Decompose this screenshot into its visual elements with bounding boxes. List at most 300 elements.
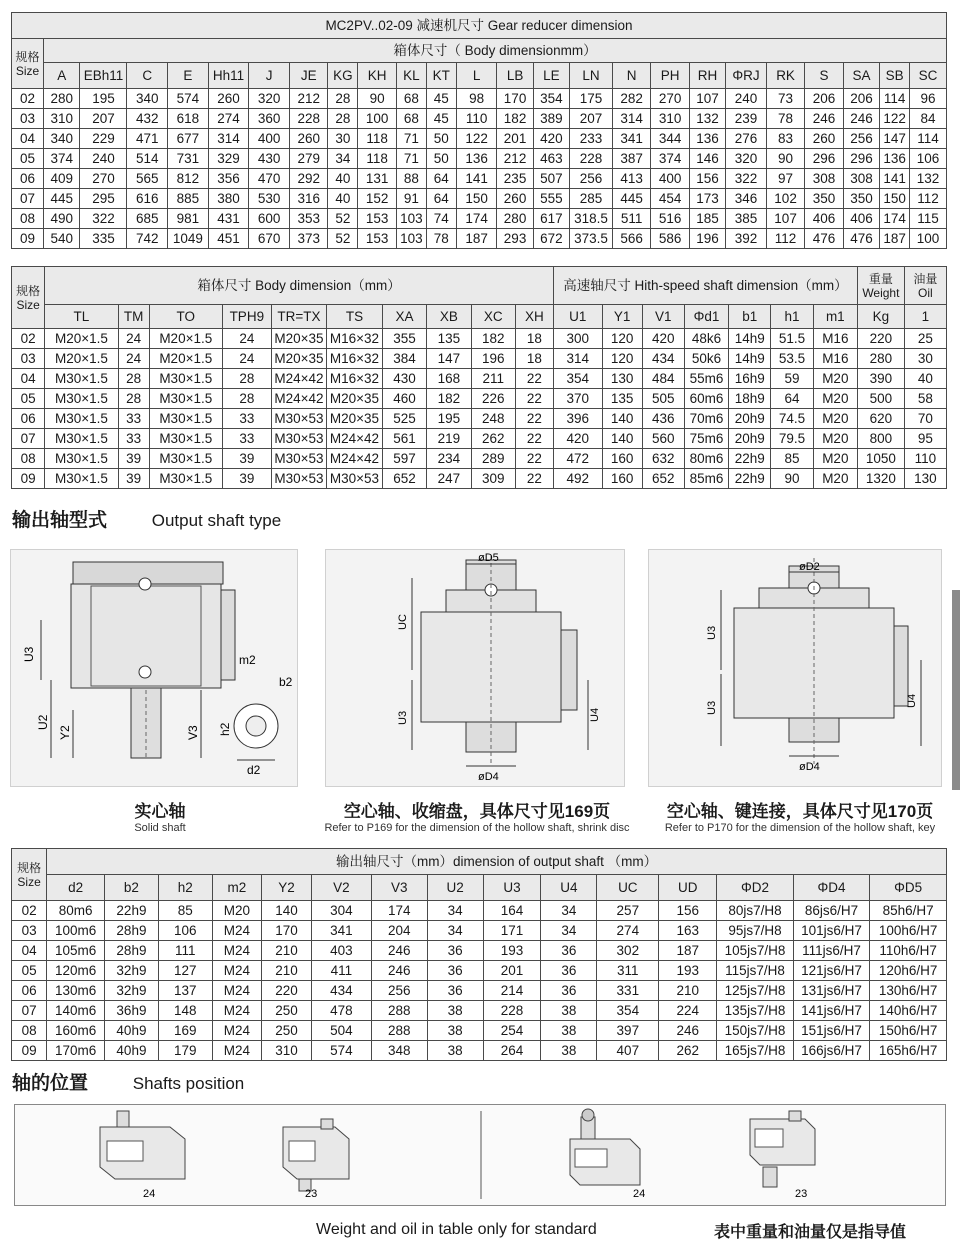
table-cell: 150 bbox=[880, 189, 910, 209]
table-cell: 1049 bbox=[168, 229, 209, 249]
column-header: Y1 bbox=[602, 305, 642, 329]
table-row bbox=[12, 169, 947, 189]
table-cell: 256 bbox=[371, 981, 427, 1001]
weight-label-cn: 重量 bbox=[868, 271, 893, 286]
table-cell: 22h9 bbox=[105, 901, 159, 921]
table-cell: 597 bbox=[382, 449, 426, 469]
output-shaft-title-en: Output shaft type bbox=[151, 511, 282, 530]
table-cell: 68 bbox=[396, 89, 426, 109]
table-cell: 120h6/H7 bbox=[870, 961, 947, 981]
table-cell: 308 bbox=[843, 169, 879, 189]
table-cell: 115js7/H8 bbox=[717, 961, 794, 981]
column-header: d2 bbox=[47, 875, 105, 901]
table-cell: 38 bbox=[427, 1041, 483, 1061]
table-cell: 74.5 bbox=[771, 409, 813, 429]
table-cell: 314 bbox=[553, 349, 602, 369]
table-cell: 36 bbox=[541, 961, 597, 981]
table-cell: M20 bbox=[813, 449, 858, 469]
table-cell: M20 bbox=[212, 901, 262, 921]
table-cell: 234 bbox=[427, 449, 471, 469]
column-header: U4 bbox=[541, 875, 597, 901]
column-header: TM bbox=[118, 305, 149, 329]
table-cell: 146 bbox=[689, 149, 725, 169]
column-header: E bbox=[168, 63, 209, 89]
table-cell: 318.5 bbox=[570, 209, 613, 229]
table-cell: 34 bbox=[427, 901, 483, 921]
table-cell: M16×32 bbox=[327, 329, 383, 349]
table-title: MC2PV..02-09 减速机尺寸 Gear reducer dimension bbox=[12, 13, 947, 39]
table-row bbox=[12, 429, 947, 449]
shaft-position-24-left bbox=[100, 1111, 185, 1200]
table-cell: 179 bbox=[158, 1041, 212, 1061]
table-cell: M24 bbox=[212, 921, 262, 941]
table-cell: 28 bbox=[118, 369, 149, 389]
d2-label: d2 bbox=[247, 763, 261, 777]
table-cell: 504 bbox=[311, 1021, 371, 1041]
table-cell: 309 bbox=[471, 469, 515, 489]
table-cell: 322 bbox=[726, 169, 767, 189]
table-cell: 373.5 bbox=[570, 229, 613, 249]
table-cell: 409 bbox=[44, 169, 80, 189]
table-cell: 288 bbox=[371, 1021, 427, 1041]
table-cell: M20×1.5 bbox=[149, 329, 222, 349]
table-cell: 141js6/H7 bbox=[793, 1001, 870, 1021]
shaft-position-23-left bbox=[283, 1119, 349, 1200]
shrink-disc-caption-cn: 空心轴、收缩盘，具体尺寸见169页 bbox=[343, 802, 611, 821]
table-cell: 120 bbox=[602, 349, 642, 369]
column-header: 1 bbox=[904, 305, 946, 329]
table-cell: 274 bbox=[597, 921, 659, 941]
table-cell: 652 bbox=[642, 469, 684, 489]
table-cell: 632 bbox=[642, 449, 684, 469]
table-cell: 1050 bbox=[858, 449, 905, 469]
column-header: Φd1 bbox=[684, 305, 728, 329]
column-header: S bbox=[805, 63, 843, 89]
size-label-en: Size bbox=[16, 297, 40, 312]
table-cell: 170m6 bbox=[47, 1041, 105, 1061]
table-cell: 130 bbox=[904, 469, 946, 489]
shaft-position-label: 23 bbox=[305, 1188, 318, 1200]
table-cell: 264 bbox=[483, 1041, 541, 1061]
column-header: TS bbox=[327, 305, 383, 329]
shaft-position-24-right bbox=[570, 1109, 645, 1200]
table-cell: 282 bbox=[612, 89, 650, 109]
table-cell: 618 bbox=[168, 109, 209, 129]
table-cell: 187 bbox=[880, 229, 910, 249]
table-cell: 182 bbox=[497, 109, 533, 129]
table-cell: 293 bbox=[497, 229, 533, 249]
table-cell: 434 bbox=[642, 349, 684, 369]
table-cell: 38 bbox=[427, 1001, 483, 1021]
column-header: U1 bbox=[553, 305, 602, 329]
table-cell: 95 bbox=[904, 429, 946, 449]
table-cell: 525 bbox=[382, 409, 426, 429]
table-cell: 79.5 bbox=[771, 429, 813, 449]
table-cell: 387 bbox=[612, 149, 650, 169]
table-cell: 310 bbox=[262, 1041, 312, 1061]
table-cell: 505 bbox=[642, 389, 684, 409]
key-caption-cn: 空心轴、键连接，具体尺寸见170页 bbox=[666, 802, 934, 821]
d5-label: øD5 bbox=[478, 552, 499, 564]
table-cell: 677 bbox=[168, 129, 209, 149]
table-cell: 260 bbox=[497, 189, 533, 209]
table-cell: 111 bbox=[158, 941, 212, 961]
table-cell: 101js6/H7 bbox=[793, 921, 870, 941]
table-row bbox=[12, 961, 947, 981]
table-cell: 201 bbox=[497, 129, 533, 149]
table-cell: 64 bbox=[771, 389, 813, 409]
shaft-position-label: 23 bbox=[795, 1188, 808, 1200]
table-cell: 48k6 bbox=[684, 329, 728, 349]
table-cell: 80js7/H8 bbox=[717, 901, 794, 921]
table-cell: 670 bbox=[249, 229, 290, 249]
table-cell: 83 bbox=[766, 129, 804, 149]
table-cell: 454 bbox=[651, 189, 689, 209]
table-cell: 50k6 bbox=[684, 349, 728, 369]
table-cell: 256 bbox=[570, 169, 613, 189]
table-cell: M30×53 bbox=[271, 449, 327, 469]
table-cell: 193 bbox=[483, 941, 541, 961]
table-cell: 476 bbox=[843, 229, 879, 249]
table-cell: M30×1.5 bbox=[149, 409, 222, 429]
table-cell: 201 bbox=[483, 961, 541, 981]
table-cell: 246 bbox=[843, 109, 879, 129]
table-cell: M30×53 bbox=[271, 429, 327, 449]
column-header: h1 bbox=[771, 305, 813, 329]
table-cell: 360 bbox=[249, 109, 290, 129]
table-cell: 430 bbox=[249, 149, 290, 169]
table-cell: 135 bbox=[427, 329, 471, 349]
table-cell: 130 bbox=[602, 369, 642, 389]
table-row bbox=[12, 469, 947, 489]
table-cell: 22 bbox=[515, 469, 553, 489]
table-cell: 74 bbox=[426, 209, 456, 229]
table-cell: 130h6/H7 bbox=[870, 981, 947, 1001]
table-cell: 296 bbox=[805, 149, 843, 169]
table-cell: 80m6 bbox=[684, 449, 728, 469]
table-row bbox=[12, 449, 947, 469]
column-header: V3 bbox=[371, 875, 427, 901]
table-cell: 451 bbox=[208, 229, 249, 249]
shaft-position-23-right bbox=[750, 1111, 815, 1200]
table-cell: 36 bbox=[541, 981, 597, 1001]
table-cell: 260 bbox=[289, 129, 327, 149]
table-cell: M30×1.5 bbox=[45, 409, 118, 429]
hollow-shaft-key-drawing bbox=[648, 549, 942, 787]
table-cell: 147 bbox=[880, 129, 910, 149]
table-cell: 276 bbox=[726, 129, 767, 149]
u3-upper-label: U3 bbox=[706, 625, 718, 640]
body-and-shaft-dimension-table bbox=[11, 266, 947, 489]
table-cell: M20 bbox=[813, 409, 858, 429]
table-cell: 270 bbox=[80, 169, 127, 189]
size-cell: 07 bbox=[12, 189, 44, 209]
table-cell: 471 bbox=[127, 129, 168, 149]
table-cell: 800 bbox=[858, 429, 905, 449]
table-cell: 73 bbox=[766, 89, 804, 109]
table-cell: M20×35 bbox=[271, 329, 327, 349]
shrink-disc-caption-en: Refer to P169 for the dimension of the hollow shaft, shrink disc bbox=[324, 822, 630, 834]
table-cell: 390 bbox=[858, 369, 905, 389]
size-cell: 09 bbox=[12, 1041, 47, 1061]
column-header: XH bbox=[515, 305, 553, 329]
table-cell: 100 bbox=[358, 109, 396, 129]
table-cell: 85m6 bbox=[684, 469, 728, 489]
table-cell: 812 bbox=[168, 169, 209, 189]
solid-shaft-caption-en: Solid shaft bbox=[134, 822, 186, 834]
shafts-position-title-cn: 轴的位置 bbox=[12, 1073, 89, 1094]
table-cell: 160m6 bbox=[47, 1021, 105, 1041]
table-cell: M20×35 bbox=[327, 409, 383, 429]
table-cell: 304 bbox=[311, 901, 371, 921]
column-header: XA bbox=[382, 305, 426, 329]
table-cell: 262 bbox=[659, 1041, 717, 1061]
table-cell: 22h9 bbox=[729, 469, 771, 489]
size-label-cn: 规格 bbox=[16, 283, 41, 298]
table-cell: 28 bbox=[222, 389, 271, 409]
size-cell: 05 bbox=[12, 961, 47, 981]
table-cell: 478 bbox=[311, 1001, 371, 1021]
table-cell: 212 bbox=[289, 89, 327, 109]
table-cell: 115 bbox=[910, 209, 947, 229]
table-cell: 122 bbox=[456, 129, 497, 149]
table-cell: 300 bbox=[553, 329, 602, 349]
table-cell: 311 bbox=[597, 961, 659, 981]
column-header: m2 bbox=[212, 875, 262, 901]
table-cell: 260 bbox=[805, 129, 843, 149]
table-cell: 530 bbox=[249, 189, 290, 209]
table-cell: 36 bbox=[541, 941, 597, 961]
table-cell: 28h9 bbox=[105, 941, 159, 961]
table-cell: 14h9 bbox=[729, 349, 771, 369]
hollow-shaft-shrink-disc-drawing bbox=[325, 549, 625, 787]
table-cell: M30×1.5 bbox=[149, 369, 222, 389]
table-cell: 28h9 bbox=[105, 921, 159, 941]
table-row bbox=[12, 1041, 947, 1061]
body-dimension-group: 箱体尺寸（ Body dimensionmm） bbox=[44, 39, 947, 63]
table-cell: 36 bbox=[427, 961, 483, 981]
table-cell: 173 bbox=[689, 189, 725, 209]
table-cell: 400 bbox=[249, 129, 290, 149]
table-cell: 112 bbox=[910, 189, 947, 209]
b2-label: b2 bbox=[279, 675, 293, 689]
table-cell: 36h9 bbox=[105, 1001, 159, 1021]
table-cell: 280 bbox=[497, 209, 533, 229]
column-header: V1 bbox=[642, 305, 684, 329]
h2-label: h2 bbox=[218, 722, 232, 736]
column-header: EBh11 bbox=[80, 63, 127, 89]
table-cell: 24 bbox=[118, 329, 149, 349]
size-cell: 03 bbox=[12, 921, 47, 941]
size-cell: 03 bbox=[12, 109, 44, 129]
table-cell: 152 bbox=[358, 189, 396, 209]
table-cell: 163 bbox=[659, 921, 717, 941]
column-header: Kg bbox=[858, 305, 905, 329]
footer-note-en: Weight and oil in table only for standard bbox=[316, 1221, 597, 1238]
table-cell: 28 bbox=[222, 369, 271, 389]
column-header: ΦRJ bbox=[726, 63, 767, 89]
table-cell: 434 bbox=[311, 981, 371, 1001]
table-cell: 78 bbox=[766, 109, 804, 129]
size-cell: 02 bbox=[12, 329, 45, 349]
table-cell: 68 bbox=[396, 109, 426, 129]
size-cell: 06 bbox=[12, 981, 47, 1001]
table-cell: 130m6 bbox=[47, 981, 105, 1001]
size-cell: 06 bbox=[12, 169, 44, 189]
table-row bbox=[12, 349, 947, 369]
table-cell: 52 bbox=[328, 209, 358, 229]
size-header bbox=[12, 849, 47, 901]
table-cell: 160 bbox=[602, 469, 642, 489]
table-cell: 436 bbox=[642, 409, 684, 429]
table-cell: 59 bbox=[771, 369, 813, 389]
output-shaft-title-cn: 输出轴型式 bbox=[12, 510, 108, 531]
table-cell: 885 bbox=[168, 189, 209, 209]
table-cell: M20 bbox=[813, 429, 858, 449]
column-header: UD bbox=[659, 875, 717, 901]
column-header: V2 bbox=[311, 875, 371, 901]
table-cell: 254 bbox=[483, 1021, 541, 1041]
table-cell: 239 bbox=[726, 109, 767, 129]
table-cell: 151js6/H7 bbox=[793, 1021, 870, 1041]
table-cell: 289 bbox=[471, 449, 515, 469]
table-cell: 492 bbox=[553, 469, 602, 489]
table-cell: M20×35 bbox=[327, 389, 383, 409]
table-cell: M30×53 bbox=[327, 469, 383, 489]
table-cell: 22 bbox=[515, 409, 553, 429]
table-cell: 296 bbox=[843, 149, 879, 169]
table-cell: 314 bbox=[612, 109, 650, 129]
table-cell: 211 bbox=[471, 369, 515, 389]
table-cell: 106 bbox=[158, 921, 212, 941]
table-cell: 137 bbox=[158, 981, 212, 1001]
d2-label: øD2 bbox=[799, 561, 820, 573]
table-cell: 52 bbox=[328, 229, 358, 249]
table-cell: 389 bbox=[533, 109, 569, 129]
table-cell: 224 bbox=[659, 1001, 717, 1021]
table-cell: 374 bbox=[651, 149, 689, 169]
table-cell: 310 bbox=[651, 109, 689, 129]
table-cell: 561 bbox=[382, 429, 426, 449]
table-cell: 164 bbox=[483, 901, 541, 921]
table-cell: 344 bbox=[651, 129, 689, 149]
table-cell: M20×1.5 bbox=[45, 329, 118, 349]
table-cell: 33 bbox=[118, 429, 149, 449]
table-cell: 196 bbox=[689, 229, 725, 249]
table-cell: 246 bbox=[805, 109, 843, 129]
column-header: b1 bbox=[729, 305, 771, 329]
table-cell: M24 bbox=[212, 941, 262, 961]
table-cell: 574 bbox=[311, 1041, 371, 1061]
table-cell: 34 bbox=[541, 921, 597, 941]
table-cell: 240 bbox=[80, 149, 127, 169]
table-cell: 516 bbox=[651, 209, 689, 229]
table-cell: 51.5 bbox=[771, 329, 813, 349]
table-cell: 40 bbox=[328, 189, 358, 209]
column-header: A bbox=[44, 63, 80, 89]
table-cell: 257 bbox=[597, 901, 659, 921]
table-cell: 150h6/H7 bbox=[870, 1021, 947, 1041]
page-edge-tab bbox=[952, 590, 960, 790]
table-cell: 14h9 bbox=[729, 329, 771, 349]
table-cell: 156 bbox=[659, 901, 717, 921]
table-cell: 420 bbox=[642, 329, 684, 349]
table-cell: 34 bbox=[541, 901, 597, 921]
table-cell: M16 bbox=[813, 329, 858, 349]
table-cell: 295 bbox=[80, 189, 127, 209]
table-cell: 148 bbox=[158, 1001, 212, 1021]
table-cell: 45 bbox=[426, 109, 456, 129]
table-cell: 195 bbox=[427, 409, 471, 429]
table-cell: 95js7/H8 bbox=[717, 921, 794, 941]
table-row bbox=[12, 109, 947, 129]
table-cell: 30 bbox=[904, 349, 946, 369]
column-header: KG bbox=[328, 63, 358, 89]
table-cell: M30×1.5 bbox=[149, 429, 222, 449]
table-cell: 400 bbox=[651, 169, 689, 189]
table-cell: 445 bbox=[612, 189, 650, 209]
m2-label: m2 bbox=[239, 653, 256, 667]
table-cell: 147 bbox=[427, 349, 471, 369]
table-cell: 118 bbox=[358, 149, 396, 169]
table-cell: 274 bbox=[208, 109, 249, 129]
table-cell: 18h9 bbox=[729, 389, 771, 409]
table-cell: 322 bbox=[80, 209, 127, 229]
table-cell: 220 bbox=[858, 329, 905, 349]
table-cell: 219 bbox=[427, 429, 471, 449]
table-row bbox=[12, 921, 947, 941]
table-cell: M30×1.5 bbox=[45, 389, 118, 409]
table-cell: 120m6 bbox=[47, 961, 105, 981]
table-cell: 280 bbox=[44, 89, 80, 109]
table-cell: 182 bbox=[471, 329, 515, 349]
table-cell: M20×1.5 bbox=[45, 349, 118, 369]
footer-note-cn: 表中重量和油量仅是指导值 bbox=[714, 1224, 907, 1241]
table-cell: 135js7/H8 bbox=[717, 1001, 794, 1021]
size-cell: 06 bbox=[12, 409, 45, 429]
table-cell: 407 bbox=[597, 1041, 659, 1061]
weight-header bbox=[858, 267, 905, 305]
column-header: KH bbox=[358, 63, 396, 89]
table-cell: 84 bbox=[910, 109, 947, 129]
table-cell: M24×42 bbox=[271, 369, 327, 389]
size-cell: 04 bbox=[12, 941, 47, 961]
table-cell: 125js7/H8 bbox=[717, 981, 794, 1001]
table-cell: 85 bbox=[771, 449, 813, 469]
table-cell: 302 bbox=[597, 941, 659, 961]
shafts-position-section-title bbox=[12, 1068, 244, 1095]
table-cell: 168 bbox=[427, 369, 471, 389]
table-cell: 24 bbox=[222, 349, 271, 369]
table-cell: M24 bbox=[212, 1001, 262, 1021]
table-cell: M24 bbox=[212, 1041, 262, 1061]
table-cell: 132 bbox=[689, 109, 725, 129]
table-cell: 91 bbox=[396, 189, 426, 209]
table-cell: M24×42 bbox=[271, 389, 327, 409]
table-cell: 403 bbox=[311, 941, 371, 961]
table-row bbox=[12, 129, 947, 149]
column-header: b2 bbox=[105, 875, 159, 901]
table-cell: 33 bbox=[222, 409, 271, 429]
table-cell: 187 bbox=[456, 229, 497, 249]
table-cell: 110 bbox=[904, 449, 946, 469]
table-cell: 193 bbox=[659, 961, 717, 981]
table-cell: 50 bbox=[426, 129, 456, 149]
table-cell: 206 bbox=[805, 89, 843, 109]
size-cell: 02 bbox=[12, 901, 47, 921]
column-header: ΦD5 bbox=[870, 875, 947, 901]
table-cell: 348 bbox=[371, 1041, 427, 1061]
